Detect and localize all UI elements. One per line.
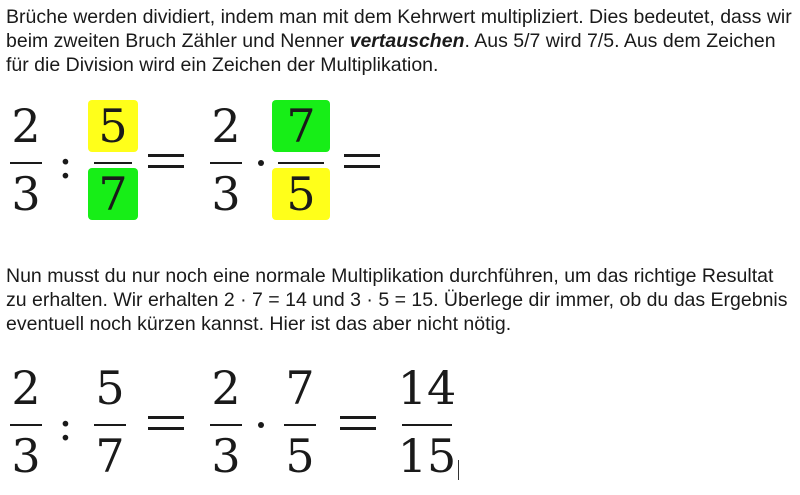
- fraction-2-3-a: [4, 92, 48, 222]
- equation-swap: [0, 92, 800, 232]
- fraction-bar: [284, 424, 316, 426]
- numerator-highlight-green: 7: [272, 100, 330, 152]
- fraction-7-5-highlighted: [272, 92, 330, 222]
- fraction-bar: [210, 162, 242, 164]
- fraction-bar: [10, 424, 42, 426]
- denominator: 3: [11, 167, 41, 221]
- fraction-bar: [210, 424, 242, 426]
- denominator-highlight-green: 7: [88, 168, 138, 220]
- division-sign: :: [58, 138, 73, 189]
- division-sign: :: [58, 400, 73, 451]
- numerator: 5: [95, 361, 125, 415]
- fraction-2-3-b: [204, 354, 248, 484]
- numerator: 2: [11, 99, 41, 153]
- p1-text-end: . Aus 5/7 wird 7/5. Aus dem Zeichen für die Division wird ein Zeichen der Multiplikation.: [6, 30, 776, 76]
- p1-emphasis-vertauschen: vertauschen: [349, 30, 465, 52]
- fraction-bar: [278, 162, 324, 164]
- denominator: 3: [211, 167, 241, 221]
- fraction-7-5: [278, 354, 322, 484]
- denominator: 5: [285, 429, 315, 483]
- fraction-2-3-a: [4, 354, 48, 484]
- explanation-paragraph-1: [6, 5, 796, 77]
- fraction-5-7-highlighted: [88, 92, 138, 222]
- denominator: 7: [95, 429, 125, 483]
- denominator: 15: [397, 429, 457, 483]
- explanation-paragraph-2: Nun musst du nur noch eine normale Multiplikation durchführen, um das richtige Resultat zu erhalten. Wir erhalten 2 · 7 = 14 und 3 · 5 = 15. Überlege dir immer, ob du das Ergebnis eventuell noch kürzen kannst. Hier ist das aber nicht nötig.: [6, 265, 788, 335]
- fraction-5-7: [88, 354, 132, 484]
- equals-sign: [148, 416, 184, 430]
- numerator-highlight-yellow: 5: [88, 100, 138, 152]
- numerator: 2: [11, 361, 41, 415]
- fraction-14-15-result: [396, 354, 458, 484]
- equation-result: [0, 354, 800, 494]
- fraction-bar: [402, 424, 452, 426]
- equals-sign: [340, 416, 376, 430]
- fraction-bar: [10, 162, 42, 164]
- multiplication-dot: [258, 422, 264, 428]
- numerator: 2: [211, 361, 241, 415]
- numerator: 2: [211, 99, 241, 153]
- numerator: 14: [397, 361, 457, 415]
- denominator: 3: [211, 429, 241, 483]
- denominator: 3: [11, 429, 41, 483]
- equals-sign: [148, 154, 184, 168]
- equals-sign: [344, 154, 380, 168]
- denominator-highlight-yellow: 5: [272, 168, 330, 220]
- text-cursor: [458, 460, 459, 480]
- fraction-2-3-b: [204, 92, 248, 222]
- fraction-bar: [94, 162, 132, 164]
- p1-text-start: Brüche werden dividiert, indem man mit dem Kehrwert multipliziert. Dies bedeutet, dass wir beim zweiten Bruch Zähler und Nenner: [6, 6, 792, 52]
- fraction-bar: [94, 424, 126, 426]
- multiplication-dot: [258, 160, 264, 166]
- numerator: 7: [285, 361, 315, 415]
